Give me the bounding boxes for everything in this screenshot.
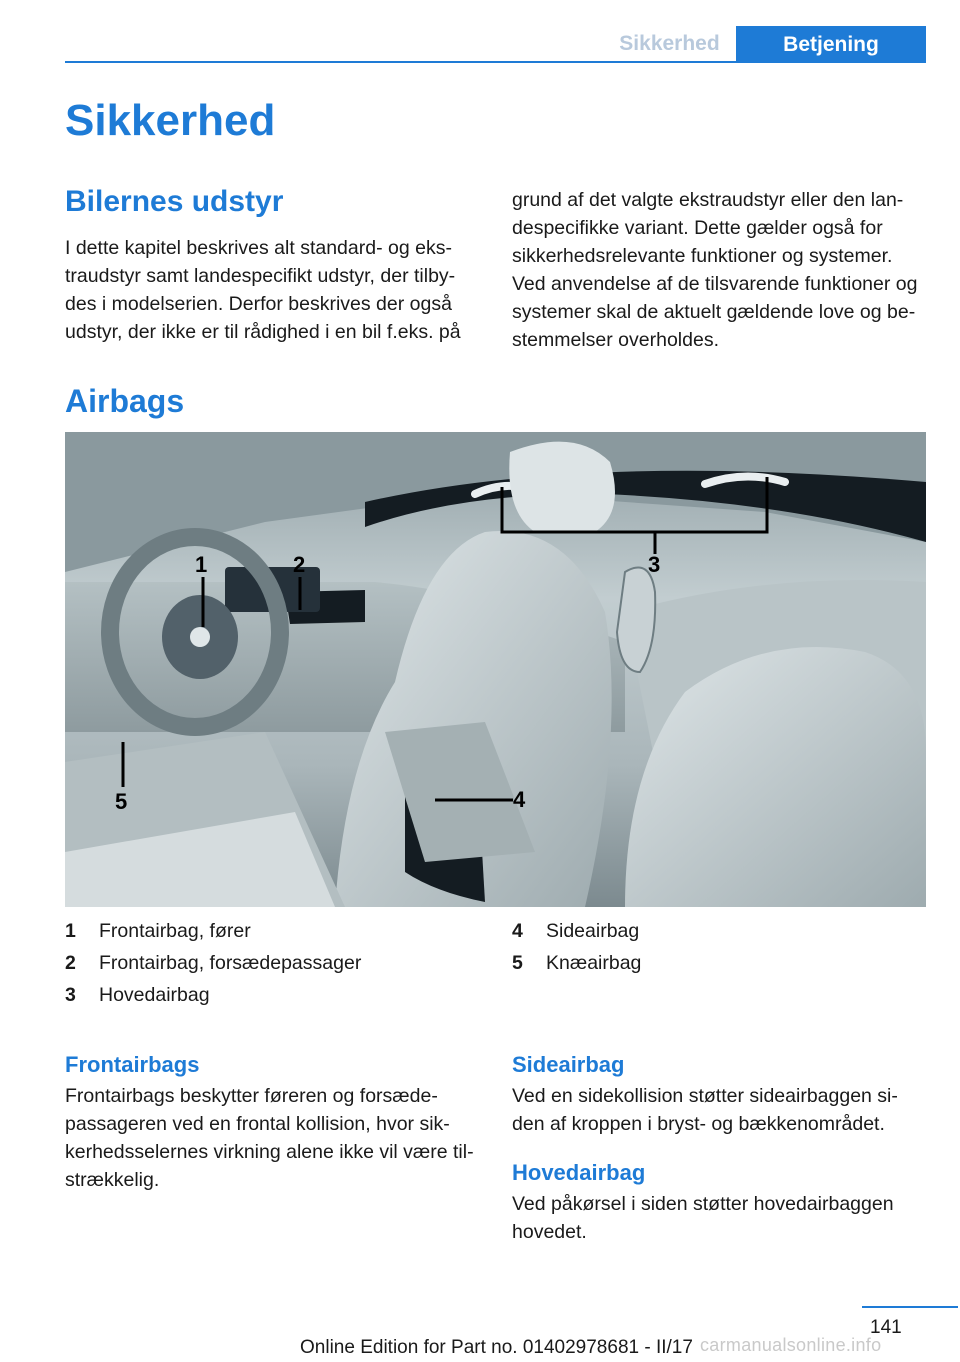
legend-text: Hovedairbag [99, 984, 210, 1006]
legend-number: 2 [65, 952, 76, 974]
legend-number: 3 [65, 984, 76, 1006]
callout-4: 4 [513, 787, 526, 812]
frontairbags-text: Frontairbags beskytter føreren og forsæde-passageren ved en frontal kollision, hvor sik-kerhedsselernes virkning alene ikke vil være til-strækkelig. [65, 1085, 474, 1191]
section-heading-equipment: Bilernes udstyr [65, 185, 284, 218]
legend-text: Knæairbag [546, 952, 642, 974]
equipment-text-col1: I dette kapitel beskrives alt standard- og eks-traudstyr samt landespecifikt udstyr, der tilby-des i modelserien. Derfor beskrives der også udstyr, der ikke er til rådighed i en bil f.eks. på [65, 237, 461, 343]
tab-sikkerhed[interactable]: Sikkerhed [619, 32, 720, 55]
heading-frontairbags: Frontairbags [65, 1052, 200, 1077]
legend-item [512, 915, 927, 947]
tab-betjening[interactable]: Betjening [736, 26, 926, 63]
airbag-illustration [65, 432, 926, 907]
hovedairbag-text: Ved påkørsel i siden støtter hovedairbaggen hovedet. [512, 1193, 894, 1243]
legend-item [65, 915, 485, 947]
legend-number: 1 [65, 920, 76, 942]
legend-col1 [65, 915, 485, 1011]
legend-number: 5 [512, 952, 523, 974]
legend-item [65, 947, 485, 979]
section-heading-airbags: Airbags [65, 383, 185, 419]
page-number: 141 [870, 1317, 902, 1338]
legend-text: Frontairbag, fører [99, 920, 251, 942]
callout-5: 5 [115, 789, 128, 814]
page-title: Sikkerhed [65, 96, 276, 145]
legend-number: 4 [512, 920, 523, 942]
callout-2: 2 [293, 552, 306, 577]
callout-1: 1 [195, 552, 208, 577]
watermark: carmanualsonline.info [700, 1335, 882, 1355]
edition-text: Online Edition for Part no. 01402978681 - II/17 [300, 1337, 693, 1358]
heading-sideairbag: Sideairbag [512, 1052, 625, 1077]
legend-item [65, 979, 485, 1011]
heading-hovedairbag: Hovedairbag [512, 1160, 646, 1185]
sideairbag-text: Ved en sidekollision støtter sideairbaggen si-den af kroppen i bryst- og bækkenområdet. [512, 1085, 898, 1135]
legend-text: Sideairbag [546, 920, 640, 942]
legend-text: Frontairbag, forsædepassager [99, 952, 362, 974]
footer-divider [862, 1306, 958, 1308]
header-divider [65, 61, 926, 63]
legend-col2 [512, 915, 927, 979]
legend-item [512, 947, 927, 979]
callout-3: 3 [648, 552, 661, 577]
equipment-text-col2: grund af det valgte ekstraudstyr eller den lan-despecifikke variant. Dette gælder også for sikkerhedsrelevante funktioner og systemer. Ved anvendelse af de tilsvarende funktioner og systemer skal de aktuelt gældende love og be-stemmelser overholdes. [512, 189, 918, 351]
